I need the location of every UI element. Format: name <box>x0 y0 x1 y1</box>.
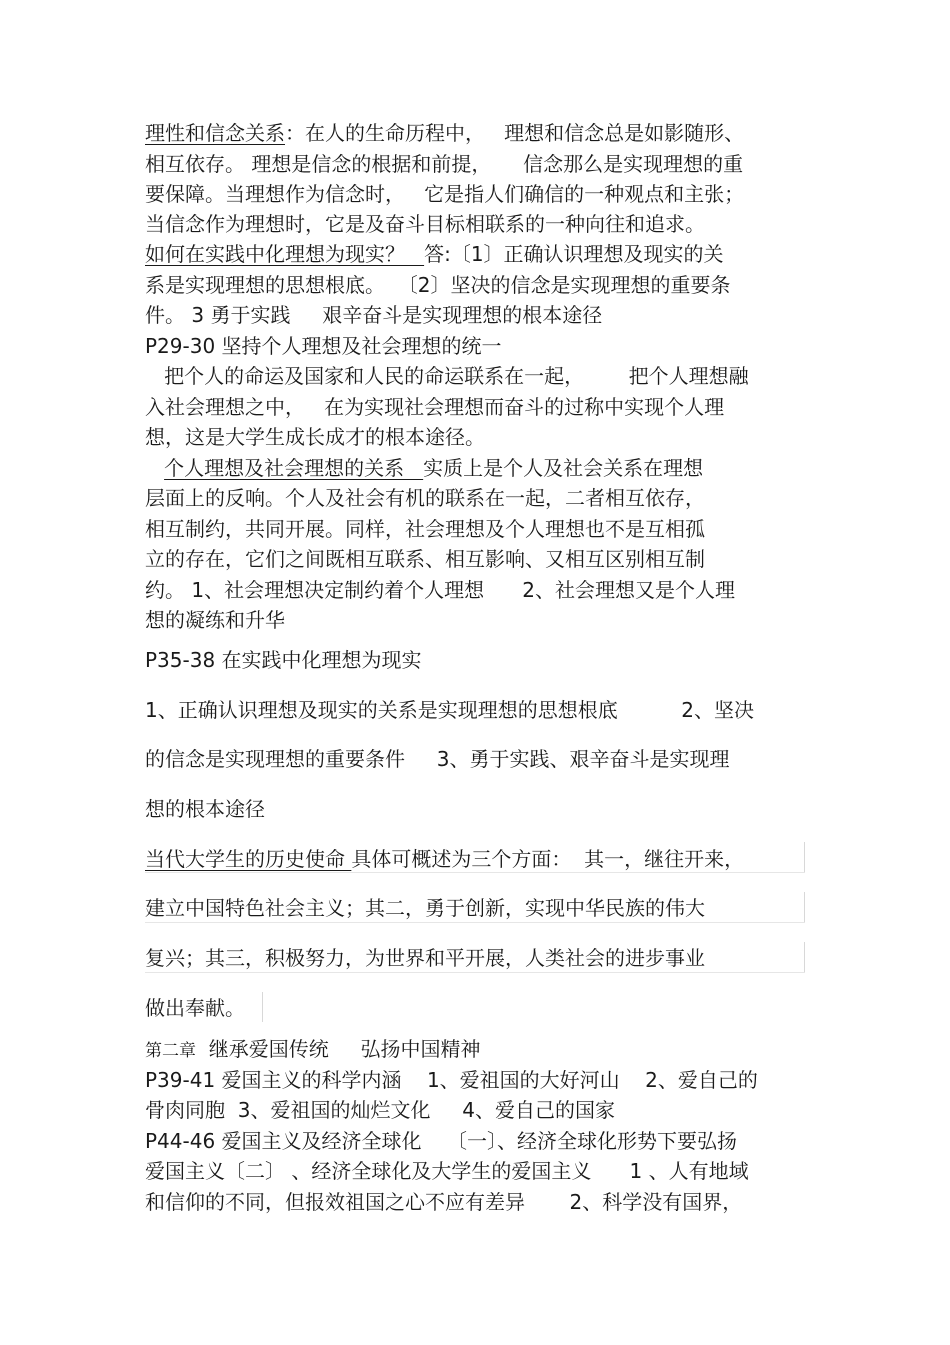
text-line: 系是实现理想的思想根底。 〔2〕坚决的信念是实现理想的重要条 <box>145 273 731 297</box>
chapter-label: 第二章 <box>145 1041 196 1061</box>
cell-border <box>804 892 805 922</box>
cell-border <box>145 972 805 973</box>
text-line: 爱国主义〔二〕 、经济全球化及大学生的爱国主义 1 、人有地域 <box>145 1159 749 1183</box>
underlined-heading: 个人理想及社会理想的关系 <box>164 456 424 480</box>
text-line: 想的根本途径 <box>145 797 265 821</box>
text-line: 和信仰的不同，但报效祖国之心不应有差异 2、科学没有国界， <box>145 1190 743 1214</box>
text-line: 第二章 继承爱国传统 弘扬中国精神 <box>145 1037 481 1061</box>
text-line: P29-30 坚持个人理想及社会理想的统一 <box>145 334 502 358</box>
underlined-heading: 当代大学生的历史使命 <box>145 847 352 871</box>
text-line: 相互依存。 理想是信念的根据和前提， 信念那么是实现理想的重 <box>145 152 744 176</box>
text-line: 想，这是大学生成长成才的根本途径。 <box>145 425 485 449</box>
text-line: P39-41 爱国主义的科学内涵 1、爱祖国的大好河山 2、爱自己的 <box>145 1068 758 1092</box>
underlined-heading: 理性和信念关系 <box>145 121 285 145</box>
cell-border <box>145 872 805 873</box>
text-line: 复兴；其三，积极努力，为世界和平开展，人类社会的进步事业 <box>145 946 705 970</box>
cell-border <box>804 942 805 972</box>
cell-border <box>262 992 263 1022</box>
text-line: 约。 1、社会理想决定制约着个人理想 2、社会理想又是个人理 <box>145 578 735 602</box>
text-line: 立的存在，它们之间既相互联系、相互影响、又相互区别相互制 <box>145 547 705 571</box>
text-line: 件。 3 勇于实践 艰辛奋斗是实现理想的根本途径 <box>145 303 603 327</box>
text-line: 骨肉同胞 3、爱祖国的灿烂文化 4、爱自己的国家 <box>145 1098 615 1122</box>
text-line: 当代大学生的历史使命 具体可概述为三个方面： 其一，继往开来， <box>145 847 745 871</box>
text-line: 做出奉献。 <box>145 996 245 1020</box>
text-line: 建立中国特色社会主义；其二，勇于创新，实现中华民族的伟大 <box>145 896 705 920</box>
text-line: 要保障。当理想作为信念时， 它是指人们确信的一种观点和主张； <box>145 182 745 206</box>
text-line: P44-46 爱国主义及经济全球化 〔一〕、经济全球化形势下要弘扬 <box>145 1129 737 1153</box>
text-line: 理性和信念关系：在人的生命历程中， 理想和信念总是如影随形、 <box>145 121 745 145</box>
text-line: 的信念是实现理想的重要条件 3、勇于实践、艰辛奋斗是实现理 <box>145 747 730 771</box>
cell-border <box>145 922 805 923</box>
text-line: P35-38 在实践中化理想为现实 <box>145 648 422 672</box>
text-line: 当信念作为理想时，它是及奋斗目标相联系的一种向往和追求。 <box>145 212 705 236</box>
text-line: 入社会理想之中， 在为实现社会理想而奋斗的过称中实现个人理 <box>145 395 725 419</box>
text-line: 1、正确认识理想及现实的关系是实现理想的思想根底 2、坚决 <box>145 698 755 722</box>
text-line: 层面上的反响。个人及社会有机的联系在一起，二者相互依存， <box>145 486 705 510</box>
text-line: 把个人的命运及国家和人民的命运联系在一起， 把个人理想融 <box>145 364 749 388</box>
text-line: 想的凝练和升华 <box>145 608 285 632</box>
underlined-heading: 如何在实践中化理想为现实？ <box>145 242 425 266</box>
text-line: 个人理想及社会理想的关系 实质上是个人及社会关系在理想 <box>164 456 704 480</box>
text-line: 如何在实践中化理想为现实？ 答:〔1〕正确认识理想及现实的关 <box>145 242 724 266</box>
cell-border <box>804 842 805 872</box>
text-line: 相互制约，共同开展。同样，社会理想及个人理想也不是互相孤 <box>145 517 705 541</box>
